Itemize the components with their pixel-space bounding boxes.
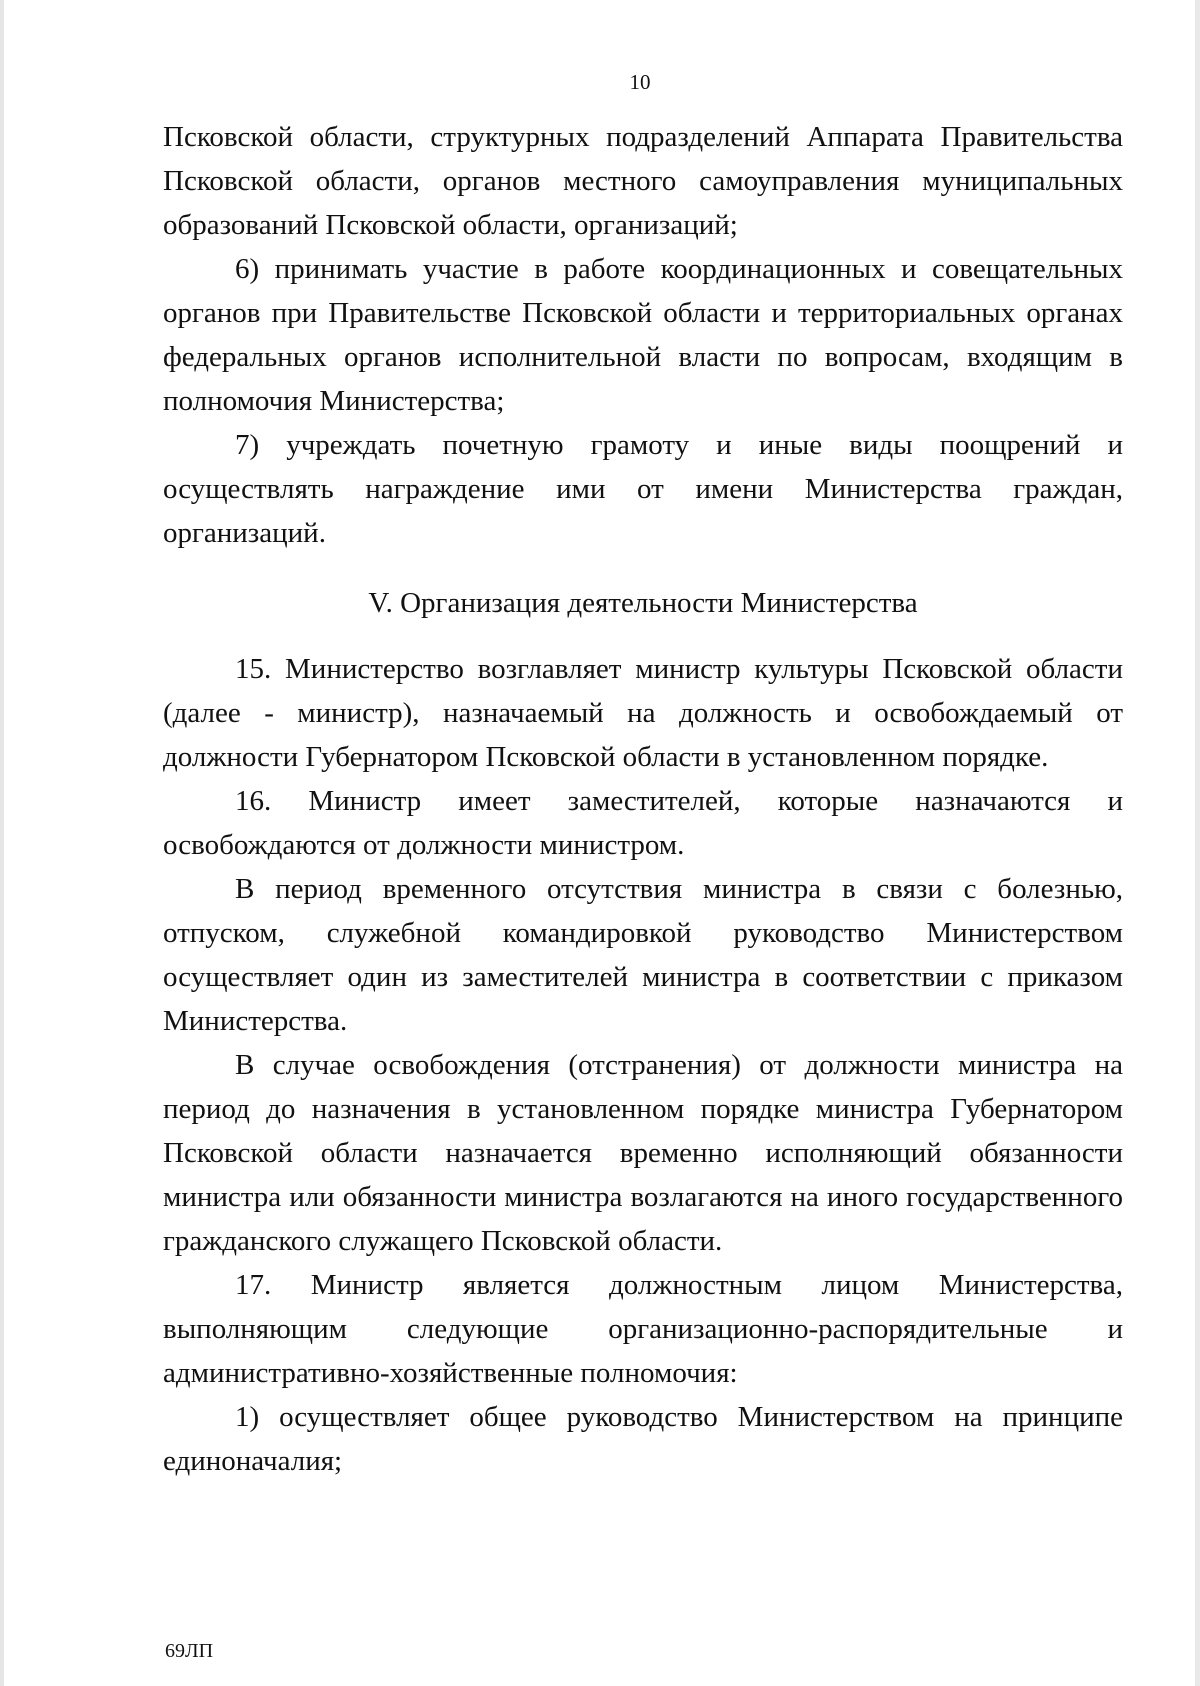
paragraph-item-6: 6) принимать участие в работе координационных и совещательных органов при Правительстве Псковской области и территориальных органах федеральных органов исполнительной власти по вопросам, входящим в полномочия Министерства; bbox=[163, 253, 1123, 417]
paragraph-17: 17. Министр является должностным лицом Министерства, выполняющим следующие организационно-распорядительные и административно-хозяйственные полномочия: bbox=[163, 1269, 1123, 1389]
paragraph-absence: В период временного отсутствия министра в связи с болезнью, отпуском, служебной командировкой руководство Министерством осуществляет один из заместителей министра в соответствии с приказом Министерства. bbox=[163, 873, 1123, 1037]
footer-code: 69ЛП bbox=[165, 1640, 214, 1662]
scan-edge-right bbox=[1195, 0, 1200, 1686]
paragraph-17-item-1: 1) осуществляет общее руководство Министерством на принципе единоначалия; bbox=[163, 1401, 1123, 1477]
scan-edge-left bbox=[0, 0, 4, 1686]
paragraph-15: 15. Министерство возглавляет министр культуры Псковской области (далее - министр), назначаемый на должность и освобождаемый от должности Губернатором Псковской области в установленном порядке. bbox=[163, 653, 1123, 773]
paragraph-16: 16. Министр имеет заместителей, которые назначаются и освобождаются от должности министром. bbox=[163, 785, 1123, 861]
paragraph-dismissal: В случае освобождения (отстранения) от должности министра на период до назначения в установленном порядке министра Губернатором Псковской области назначается временно исполняющий обязанности министра или обязанности министра возлагаются на иного государственного гражданского служащего Псковской области. bbox=[163, 1049, 1123, 1257]
paragraph-item-7: 7) учреждать почетную грамоту и иные виды поощрений и осуществлять награждение ими от имени Министерства граждан, организаций. bbox=[163, 429, 1123, 549]
document-body bbox=[163, 115, 1123, 1483]
page-number: 10 bbox=[629, 70, 651, 94]
paragraph-continuation: Псковской области, структурных подразделений Аппарата Правительства Псковской области, органов местного самоуправления муниципальных образований Псковской области, организаций; bbox=[163, 121, 1123, 241]
section-heading: V. Организация деятельности Министерства bbox=[368, 587, 918, 619]
